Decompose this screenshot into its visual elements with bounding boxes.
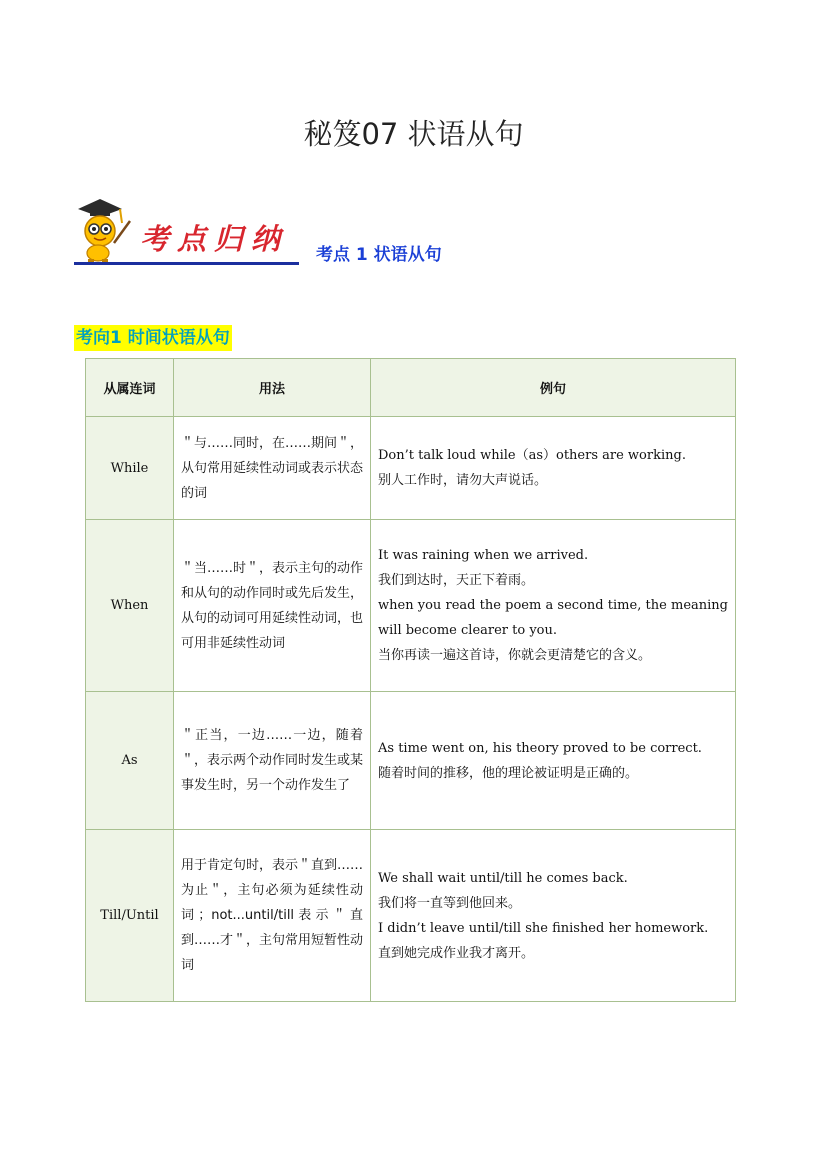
table-row (86, 417, 736, 520)
usage-cell: 用于肯定句时，表示＂直到……为止＂，主句必须为延续性动词；not...until/till表示＂直到……才＂，主句常用短暂性动词 (174, 830, 371, 1002)
badge-char: 考 (140, 222, 170, 256)
badge-char: 纳 (251, 222, 281, 256)
column-header-usage: 用法 (174, 359, 371, 417)
mascot-graduate-icon (74, 195, 134, 265)
example-translation: 我们将一直等到他回来。 (378, 895, 522, 911)
example-translation: 别人工作时，请勿大声说话。 (378, 473, 548, 488)
conjunction-cell: Till/Until (86, 830, 174, 1002)
example-sentence: Don’t talk loud while（as）others are working. (378, 448, 686, 463)
document-title: 秘笈07 状语从句 (303, 117, 524, 151)
example-translation: 我们到达时，天正下着雨。 (378, 573, 535, 588)
usage-cell: ＂与……同时，在……期间＂，从句常用延续性动词或表示状态的词 (174, 417, 371, 520)
table-header-row (86, 359, 736, 417)
example-cell (371, 830, 736, 1002)
badge-char: 点 (177, 222, 207, 256)
badge-char: 归 (214, 222, 244, 256)
example-translation: 随着时间的推移，他的理论被证明是正确的。 (378, 765, 639, 781)
conjunction-cell: When (86, 520, 174, 692)
banner-underline (74, 262, 299, 265)
table-row (86, 830, 736, 1002)
example-sentence: As time went on, his theory proved to be correct. (378, 740, 702, 756)
example-cell (371, 692, 736, 830)
example-translation: 直到她完成作业我才离开。 (378, 945, 535, 961)
example-sentence: when you read the poem a second time, the meaning will become clearer to you. (378, 598, 728, 638)
conjunction-cell: While (86, 417, 174, 520)
example-cell (371, 520, 736, 692)
adverbial-clause-table (85, 358, 736, 1002)
example-sentence: It was raining when we arrived. (378, 548, 589, 563)
example-cell (371, 417, 736, 520)
table-row (86, 692, 736, 830)
column-header-conj: 从属连词 (86, 359, 174, 417)
conjunction-cell: As (86, 692, 174, 830)
section-heading: 考向1 时间状语从句 (74, 325, 232, 351)
kaodian-title: 考点 1 状语从句 (316, 245, 442, 265)
example-translation: 当你再读一遍这首诗，你就会更清楚它的含义。 (378, 648, 652, 663)
example-sentence: We shall wait until/till he comes back. (378, 870, 628, 886)
column-header-example: 例句 (371, 359, 736, 417)
table-row (86, 520, 736, 692)
usage-cell: ＂正当，一边……一边，随着＂，表示两个动作同时发生或某事发生时，另一个动作发生了 (174, 692, 371, 830)
usage-cell: ＂当……时＂，表示主句的动作和从句的动作同时或先后发生，从句的动词可用延续性动词，也可用非延续性动词 (174, 520, 371, 692)
example-sentence: I didn’t leave until/till she finished her homework. (378, 920, 709, 936)
